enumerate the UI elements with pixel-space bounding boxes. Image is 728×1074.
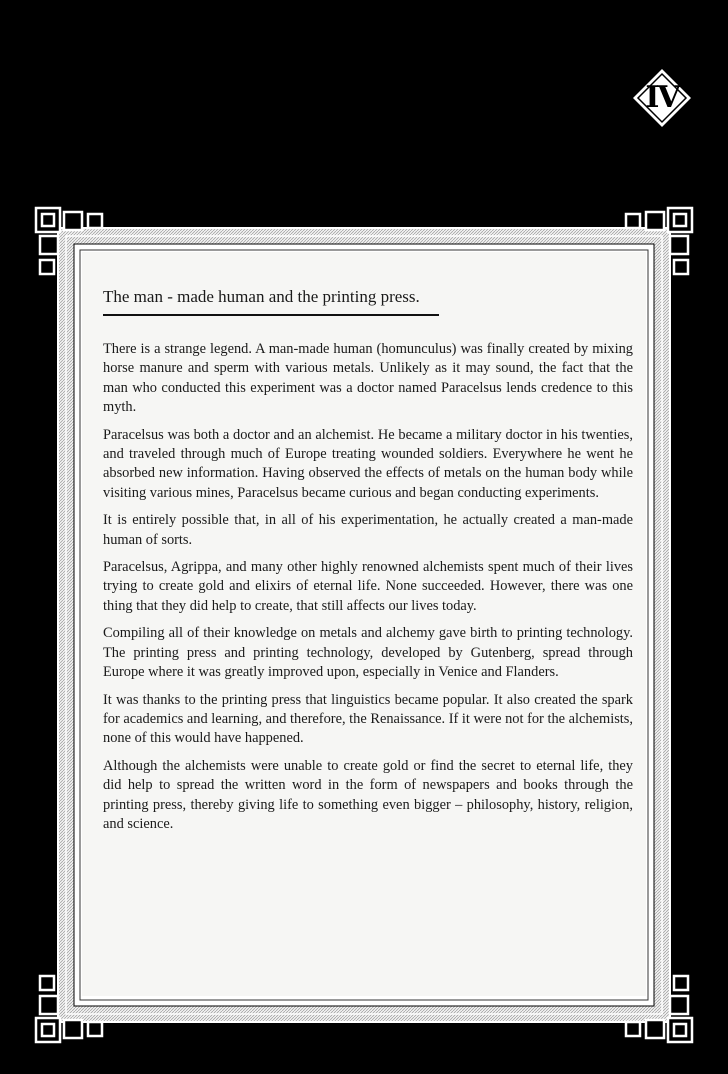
article xyxy=(103,286,633,842)
paragraph-2: Paracelsus was both a doctor and an alchemist. He became a military doctor in his twenties, and traveled through much of Europe treating wounded soldiers. Everywhere he went he absorbed new information. Having observed the effects of metals on the human body while visiting various mines, Paracelsus became curious and began conducting experiments. xyxy=(103,426,633,501)
chapter-badge-label: IV xyxy=(645,80,679,115)
paragraph-3: It is entirely possible that, in all of his experimentation, he actually created a man-made human of sorts. xyxy=(103,512,633,548)
paragraph-7: Although the alchemists were unable to create gold or find the secret to eternal life, they did help to spread the written word in the form of newspapers and books through the printing press, thereby giving life to something even bigger – philosophy, history, religion, and science. xyxy=(103,757,633,832)
paragraph-6: It was thanks to the printing press that linguistics became popular. It also created the spark for academics and learning, and therefore, the Renaissance. If it were not for the alchemists, none of this would have happened. xyxy=(103,691,633,747)
paragraph-5: Compiling all of their knowledge on metals and alchemy gave birth to printing technology. The printing press and printing technology, developed by Gutenberg, spread through Europe where it was greatly improved upon, especially in Venice and Flanders. xyxy=(103,625,633,681)
article-heading: The man - made human and the printing press. xyxy=(103,286,439,316)
paragraph-4: Paracelsus, Agrippa, and many other highly renowned alchemists spent much of their lives trying to create gold and elixirs of eternal life. None succeeded. However, there was one thing that they did help to create, that still affects our lives today. xyxy=(103,559,633,614)
paragraph-1: There is a strange legend. A man-made human (homunculus) was finally created by mixing horse manure and sperm with various metals. Unlikely as it may sound, the fact that the man who conducted this experiment was a doctor named Paracelsus lends credence to this myth. xyxy=(103,341,633,416)
